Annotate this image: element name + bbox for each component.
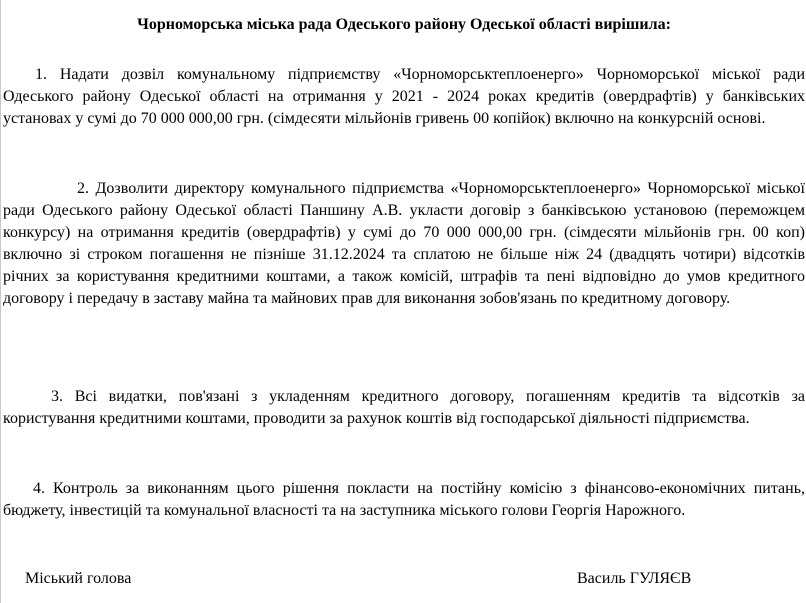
signature-name: Василь ГУЛЯЄВ xyxy=(577,570,692,587)
signature-title: Міський голова xyxy=(25,570,132,587)
paragraph-2: 2. Дозволити директору комунального підприємства «Чорноморськтеплоенерго» Чорноморської міської ради Одеського району Одеської області Паншину А.В. укласти договір з банківською установою (переможцем конкурсу) на отримання кредитів (овердрафтів) у сумі до 70 000 000,00 грн. (сімдесяти мільйонів грн. 00 коп) включно зі строком погашення не пізніше 31.12.2024 та сплатою не більше ніж 24 (двадцять чотири) відсотків річних за користування кредитними коштами, а також комісій, штрафів та пені відповідно до умов кредитного договору і передачу в заставу майна та майнових прав для виконання зобов'язань по кредитному договору. xyxy=(3,180,805,307)
paragraph-3: 3. Всі видатки, пов'язані з укладенням кредитного договору, погашенням кредитів та відсотків за користування кредитними коштами, проводити за рахунок коштів від господарської діяльності підприємства. xyxy=(3,388,805,427)
paragraph-1: 1. Надати дозвіл комунальному підприємству «Чорноморськтеплоенерго» Чорноморської міської ради Одеського району Одеської області на отримання у 2021 - 2024 роках кредитів (овердрафтів) у банківських установах у сумі до 70 000 000,00 грн. (сімдесяти мільйонів гривень 00 копійок) включно на конкурсній основі. xyxy=(3,66,805,127)
decision-heading: Чорноморська міська рада Одеського району Одеської області вирішила: xyxy=(137,16,671,33)
paragraph-4: 4. Контроль за виконанням цього рішення покласти на постійну комісію з фінансово-економічних питань, бюджету, інвестицій та комунальної власності та на заступника міського голови Георгія Нарожного. xyxy=(3,480,805,519)
